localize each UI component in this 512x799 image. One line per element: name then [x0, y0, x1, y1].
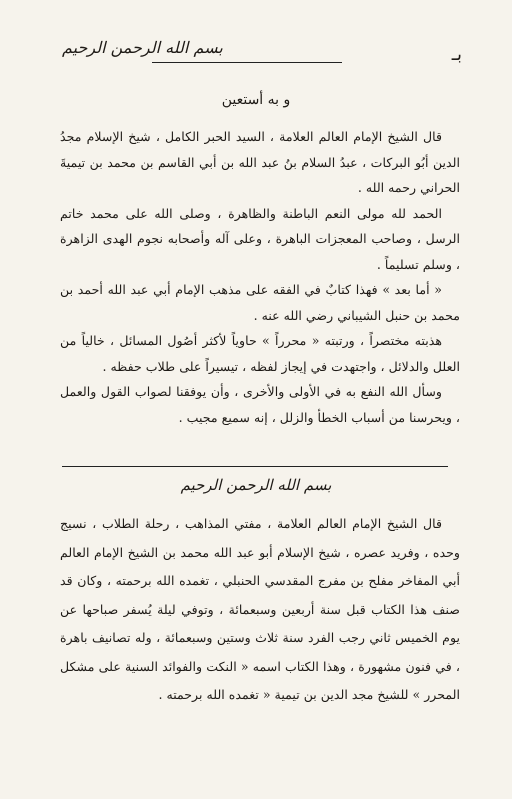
supplication-paragraph: وسأل الله النفع به في الأولى والأخرى ، وأن يوفقنا لصواب القول والعمل ، ويحرسنا من أسباب الخطأ والزلل ، إنه سميع مجيب . [60, 384, 460, 425]
praise-paragraph: الحمد لله مولى النعم الباطنة والظاهرة ، وصلى الله على محمد خاتم الرسل ، وصاحب المعجزات الباهرة ، وعلى آله وأصحابه نجوم الهدى الزاهرة ، وسلم تسليماً . [60, 205, 460, 272]
header-rule [152, 62, 342, 63]
basmala-calligraphy: بسم الله الرحمن الرحيم [62, 38, 223, 57]
introduction-text [60, 124, 460, 430]
istiaana-line: و به أستعين [221, 92, 291, 108]
basmala-header [62, 34, 462, 74]
ibn-muflih-paragraph: قال الشيخ الإمام العالم العلامة ، مفتي المذاهب ، رحلة الطلاب ، نسيج وحده ، وفريد عصره ، شيخ الإسلام أبو عبد الله محمد بن الشيخ الإمام العالم أبي المفاخر مفلح بن مفرج المقدسي الحنبلي ، تغمده الله برحمته ، وكان قد صنف هذا الكتاب قبل سنة أربعين وسبعمائة ، وتوفي ليلة يُسفر صباحها عن يوم الخميس ثاني رجب الفرد سنة ثلاث وستين وسبعمائة ، وله تصانيف باهرة ، في فنون مشهورة ، وهذا الكتاب اسمه « النكت والفوائد السنية على مشكل المحرر » للشيخ مجد الدين بن تيمية « تغمده الله برحمته . [60, 516, 460, 702]
second-basmala: بسم الله الرحمن الرحيم [180, 476, 332, 494]
author-attribution-paragraph: قال الشيخ الإمام العالم العلامة ، السيد الحبر الكامل ، شيخ الإسلام مجدُ الدين أبُو البركات ، عبدُ السلام بنُ عبد الله بن أبي القاسم بن محمد بن تيميةَ الحراني رحمه الله . [60, 129, 460, 195]
second-section-text [60, 510, 460, 710]
method-paragraph: هذبته مختصراً ، ورتبته « محرراً » حاوياً لأكثر أصُول المسائل ، خالياً من العلل والدلائل ، واجتهدت في إيجاز لفظه ، تيسيراً على طلاب حفظه . [60, 333, 460, 374]
section-divider [62, 466, 448, 467]
amma-baad-paragraph: « أما بعد » فهذا كتابٌ في الفقه على مذهب الإمام أبي عبد الله أحمد بن محمد بن حنبل الشيباني رضي الله عنه . [60, 282, 460, 323]
basmala-prefix: بـ [451, 44, 462, 65]
